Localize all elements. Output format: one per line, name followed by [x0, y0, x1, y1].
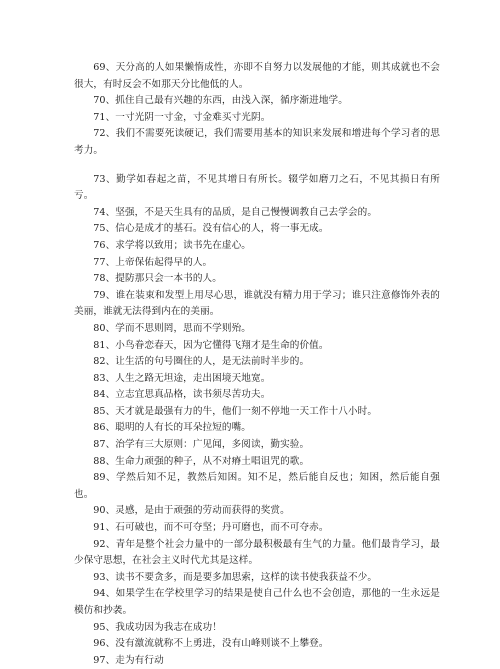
quote-paragraph: 72、我们不需要死读硬记，我们需要用基本的知识来发展和增进每个学习者的思考力。 — [74, 128, 440, 156]
quote-paragraph: 90、灵感，是由于顽强的劳动而获得的奖赏。 — [93, 505, 290, 517]
quote-paragraph: 81、小鸟眷恋春天，因为它懂得飞翔才是生命的价值。 — [93, 339, 329, 351]
quote-paragraph: 86、聪明的人有长的耳朵拉短的嘴。 — [93, 422, 252, 434]
quote-paragraph: 70、抓住自己最有兴趣的东西，由浅入深，循序渐进地学。 — [93, 95, 348, 107]
quote-paragraph: 77、上帝保佑起得早的人。 — [93, 256, 213, 268]
quote-paragraph: 94、如果学生在学校里学习的结果是使自己什么也不会创造，那他的一生永远是模仿和抄袭。 — [74, 588, 440, 616]
paragraph-gap — [74, 160, 440, 172]
quote-paragraph: 87、治学有三大原则：广见闻，多阅读，勤实验。 — [93, 439, 310, 451]
quote-paragraph: 88、生命力顽强的种子，从不对瘠土唱诅咒的歌。 — [93, 455, 310, 467]
quote-paragraph: 96、没有激流就称不上勇进，没有山峰则谈不上攀登。 — [93, 638, 329, 650]
quote-paragraph: 92、青年是整个社会力量中的一部分最积极最有生气的力量。他们最肯学习，最少保守思想，在社会主义时代尤其是这样。 — [74, 538, 440, 567]
quote-paragraph: 95、我成功因为我志在成功！ — [93, 621, 222, 633]
quote-paragraph: 84、立志宜思真品格，读书须尽苦功夫。 — [93, 389, 271, 401]
quote-paragraph: 75、信心是成才的基石。没有信心的人，将一事无成。 — [93, 223, 329, 235]
quote-paragraph: 83、人生之路无坦途，走出困境天地宽。 — [93, 372, 271, 384]
quote-paragraph: 69、天分高的人如果懒惰成性，亦即不自努力以发展他的才能，则其成就也不会很大，有时反会不如那天分比他低的人。 — [74, 62, 440, 90]
quote-paragraph: 76、求学将以致用；读书先在虚心。 — [93, 239, 252, 251]
quote-paragraph: 91、石可破也，而不可夺坚；丹可磨也，而不可夺赤。 — [93, 522, 329, 534]
quote-paragraph: 97、走为有行动 — [93, 654, 164, 666]
quote-paragraph: 82、让生活的句号圈住的人，是无法前时半步的。 — [93, 356, 310, 368]
quote-paragraph: 73、勤学如春起之苗，不见其增日有所长。辍学如磨刀之石，不见其损日有所亏。 — [74, 173, 440, 202]
quote-paragraph: 80、学而不思则罔，思而不学则殆。 — [93, 322, 252, 334]
quote-paragraph: 71、一寸光阴一寸金，寸金难买寸光阴。 — [93, 111, 271, 123]
quote-paragraph: 93、读书不要贪多，而是要多加思索，这样的读书使我获益不少。 — [93, 571, 378, 583]
quote-list — [74, 60, 440, 669]
quote-paragraph: 79、谁在装束和发型上用尽心思，谁就没有精力用于学习；谁只注意修饰外表的美丽，谁就无法得到内在的美丽。 — [74, 289, 440, 318]
quote-paragraph: 85、天才就是最强有力的牛，他们一刻不停地一天工作十八小时。 — [93, 405, 378, 417]
quote-paragraph: 89、学然后知不足，教然后知困。知不足，然后能自反也；知困，然后能自强也。 — [74, 472, 440, 500]
quote-paragraph: 78、提防那只会一本书的人。 — [93, 273, 222, 285]
quote-paragraph: 74、坚强，不是天生具有的品质，是自己慢慢调教自己去学会的。 — [93, 206, 378, 218]
